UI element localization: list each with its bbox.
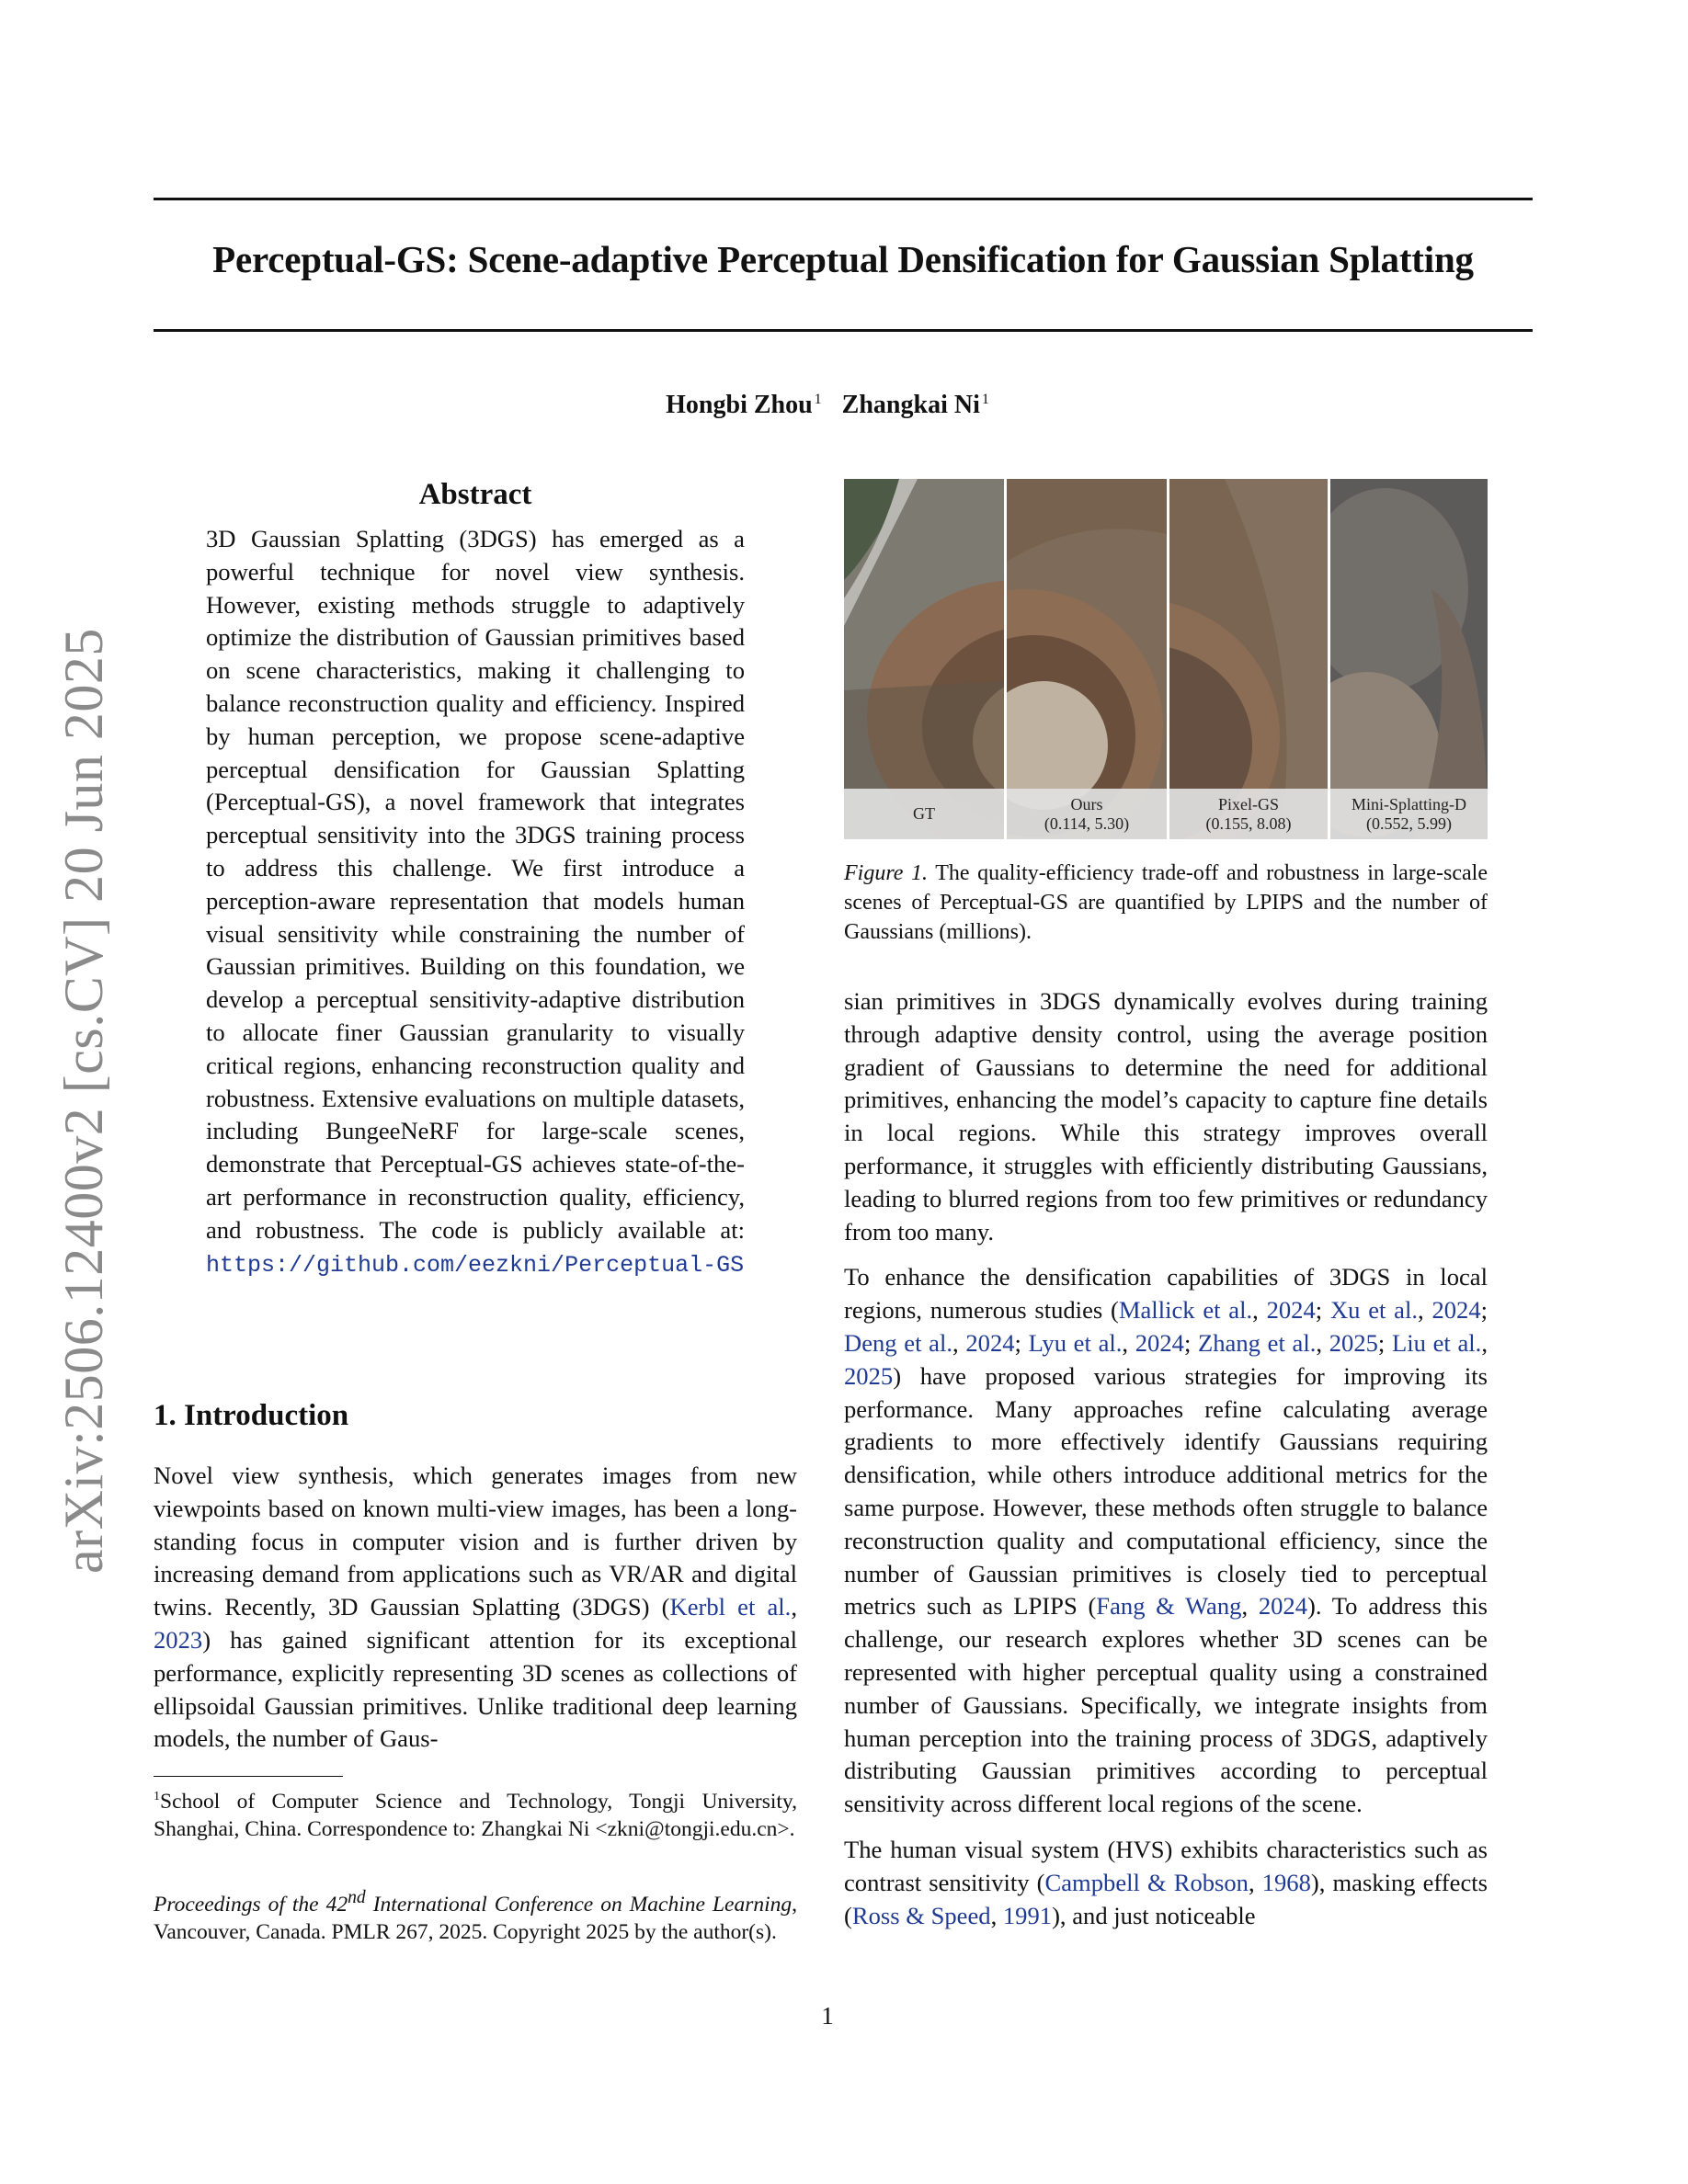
panel-method-name: Ours	[1070, 794, 1103, 813]
panel-method-name: Pixel-GS	[1217, 794, 1279, 813]
proceedings-note	[154, 1884, 797, 1946]
proceedings-superscript: nd	[348, 1888, 366, 1907]
footnote-rule	[154, 1776, 343, 1777]
author-affiliation-marker: 1	[981, 391, 989, 407]
panel-method-name: GT	[913, 804, 935, 823]
citation-link[interactable]: Liu et al.	[1391, 1328, 1482, 1357]
panel-metrics: (0.155, 8.08)	[1205, 813, 1292, 833]
proceedings-italic: Proceedings of the 42	[154, 1892, 348, 1917]
intro-paragraph-part: Novel view synthesis, which generates images from new viewpoints based on known multi-view images, has been a long-standing focus in computer vision and is further driven by increasing demand from applications such as VR/AR and digital twins. Recently, 3D Gaussian Splatting (3DGS) (	[154, 1462, 797, 1621]
panel-metrics: (0.114, 5.30)	[1044, 813, 1130, 833]
citation-link[interactable]: Campbell & Robson	[1044, 1868, 1249, 1896]
citation-year-link[interactable]: 2025	[844, 1361, 894, 1390]
citation-year-link[interactable]: 2024	[1258, 1592, 1308, 1621]
figure-panel-pixel-gs	[1169, 479, 1328, 839]
title-rule-bottom	[154, 329, 1533, 332]
page-number: 1	[821, 2002, 834, 2030]
paragraph: sian primitives in 3DGS dynamically evolves during training through adaptive density control, using the average position gradient of Gaussians to determine the need for additional primitives, enhancing the model’s capacity to capture fine details in local regions. While this strategy improves overall performance, it struggles with efficiently distributing Gaussians, leading to blurred regions from too few primitives or redundancy from too many.	[844, 987, 1488, 1246]
author-affiliation-marker: 1	[814, 391, 822, 407]
panel-label-ours	[1007, 789, 1167, 839]
author-name: Zhangkai Ni	[841, 391, 980, 419]
citation-link[interactable]: Lyu et al.	[1028, 1328, 1123, 1357]
intro-paragraph-part: ) has gained significant attention for its exceptional performance, explicitly representing 3D scenes as collections of ellipsoidal Gaussian primitives. Unlike traditional deep learning models, the number of Gaus-	[154, 1625, 797, 1753]
paragraph: To enhance the densification capabilities of 3DGS in local regions, numerous studies (Mallick et al., 2024; Xu et al., 2024; Deng et al., 2024; Lyu et al., 2024; Zhang et al., 2025; Liu et al., 2025) have proposed various strategies for improving its performance. Many approaches refine calculating average gradients to more effectively identify Gaussians requiring densification, while others introduce additional metrics for the same purpose. However, these methods often struggle to balance reconstruction quality and computational efficiency, since the number of Gaussian primitives is closely tied to perceptual metrics such as LPIPS (Fang & Wang, 2024). To address this challenge, our research explores whether 3D scenes can be represented with higher perceptual quality using a constrained number of Gaussians. Specifically, we integrate insights from human perception into the training process of 3DGS, adaptively distributing Gaussian primitives according to perceptual sensitivity across different local regions of the scene.	[844, 1263, 1488, 1818]
code-link[interactable]: https://github.com/eezkni/Perceptual-GS	[206, 1251, 745, 1279]
proceedings-italic: International Conference on Machine Learning	[365, 1892, 793, 1917]
paragraph-part: ), masking effects (	[844, 1868, 1488, 1929]
citation-link[interactable]: Xu et al.	[1329, 1296, 1419, 1325]
citation-year-link[interactable]: 2024	[1431, 1296, 1481, 1325]
proceedings-text: , Vancouver, Canada. PMLR 267, 2025. Copyright 2025 by the author(s).	[154, 1892, 797, 1944]
paragraph-part: ) have proposed various strategies for improving its performance. Many approaches refine calculating average gradients to more effectively identify Gaussians requiring densification, while others introduce additional metrics for the same purpose. However, these methods often struggle to balance reconstruction quality and computational efficiency, since the number of Gaussian primitives is closely tied to perceptual metrics such as LPIPS (	[844, 1361, 1488, 1621]
footnote-text: School of Computer Science and Technology, Tongji University, Shanghai, China. Correspondence to: Zhangkai Ni <zkni@tongji.edu.cn>.	[154, 1789, 797, 1841]
affiliation-footnote	[154, 1783, 797, 1843]
figure-panel-ours	[1007, 479, 1167, 839]
paragraph-part: ). To address this challenge, our research explores whether 3D scenes can be represented with higher perceptual quality using a constrained number of Gaussians. Specifically, we integrate insights from human perception into the training process of 3DGS, adaptively distributing Gaussian primitives according to perceptual sensitivity across different local regions of the scene.	[844, 1592, 1488, 1818]
paper-title: Perceptual-GS: Scene-adaptive Perceptual Densification for Gaussian Splatting	[212, 238, 1474, 280]
citation-link[interactable]: Fang & Wang	[1096, 1592, 1242, 1621]
citation-year-link[interactable]: 2025	[1329, 1328, 1378, 1357]
citation-link[interactable]: Kerbl et al.	[669, 1593, 792, 1621]
paragraph-part: To enhance the densification capabilities of 3DGS in local regions, numerous studies (	[844, 1263, 1488, 1325]
panel-label-mini-splatting-d	[1330, 789, 1488, 839]
panel-metrics: (0.552, 5.99)	[1366, 813, 1452, 833]
panel-method-name: Mini-Splatting-D	[1352, 794, 1466, 813]
panel-label-gt	[844, 789, 1004, 839]
introduction-text: Novel view synthesis, which generates images from new viewpoints based on known multi-view images, has been a long-standing focus in computer vision and is further driven by increasing demand from applications such as VR/AR and digital twins. Recently, 3D Gaussian Splatting (3DGS) (Kerbl et al., 2023) has gained significant attention for its exceptional performance, explicitly representing 3D scenes as collections of ellipsoidal Gaussian primitives. Unlike traditional deep learning models, the number of Gaus-	[154, 1462, 797, 1753]
paragraph: The human visual system (HVS) exhibits characteristics such as contrast sensitivity (Campbell & Robson, 1968), masking effects (Ross & Speed, 1991), and just noticeable	[844, 1835, 1488, 1929]
citation-year-link[interactable]: 2024	[965, 1328, 1015, 1357]
panel-label-pixel-gs	[1169, 789, 1328, 839]
citation-year-link[interactable]: 2023	[154, 1625, 203, 1654]
arxiv-identifier-stamp: arXiv:2506.12400v2 [cs.CV] 20 Jun 2025	[53, 628, 114, 1574]
abstract-heading: Abstract	[418, 478, 532, 511]
figure-caption-text: The quality-efficiency trade-off and robustness in large-scale scenes of Perceptual-GS are quantified by LPIPS and the number of Gaussians (millions).	[844, 861, 1488, 944]
citation-link[interactable]: Deng et al.	[844, 1328, 953, 1357]
abstract-text	[206, 523, 745, 1281]
introduction-heading: 1. Introduction	[154, 1399, 349, 1432]
citation-year-link[interactable]: 2024	[1266, 1296, 1316, 1325]
figure-label: Figure 1.	[844, 861, 929, 885]
figure-panel-mini-splatting-d	[1330, 479, 1488, 839]
author-name: Hongbi Zhou	[666, 391, 813, 419]
footnote-marker: 1	[154, 1790, 160, 1803]
figure-1-caption	[844, 859, 1488, 947]
paragraph-part: ), and just noticeable	[1052, 1901, 1256, 1929]
figure-1-image	[844, 479, 1488, 839]
abstract-body-text: 3D Gaussian Splatting (3DGS) has emerged as a powerful technique for novel view synthesis. However, existing methods struggle to adaptively optimize the distribution of Gaussian primitives based on scene characteristics, making it challenging to balance reconstruction quality and efficiency. Inspired by human perception, we propose scene-adaptive perceptual densification for Gaussian Splatting (Perceptual-GS), a novel framework that integrates perceptual sensitivity into the 3DGS training process to address this challenge. We first introduce a perception-aware representation that models human visual sensitivity while constraining the number of Gaussian primitives. Building on this foundation, we develop a perceptual sensitivity-adaptive distribution to allocate finer Gaussian granularity to visually critical regions, enhancing reconstruction quality and robustness. Extensive evaluations on multiple datasets, including BungeeNeRF for large-scale scenes, demonstrate that Perceptual-GS achieves state-of-the-art performance in reconstruction quality, efficiency, and robustness. The code is publicly available at:	[206, 525, 745, 1244]
author-list	[0, 391, 1655, 420]
figure-panel-gt	[844, 479, 1004, 839]
title-rule-top	[154, 198, 1533, 200]
citation-year-link[interactable]: 2024	[1135, 1328, 1184, 1357]
citation-year-link[interactable]: 1968	[1261, 1868, 1311, 1896]
citation-link[interactable]: Ross & Speed	[851, 1901, 991, 1929]
citation-year-link[interactable]: 1991	[1002, 1901, 1053, 1929]
citation-link[interactable]: Zhang et al.	[1198, 1328, 1317, 1357]
paragraph-part: The human visual system (HVS) exhibits characteristics such as contrast sensitivity (	[844, 1835, 1488, 1896]
citation-link[interactable]: Mallick et al.	[1118, 1296, 1253, 1325]
right-column-text	[844, 985, 1488, 1932]
